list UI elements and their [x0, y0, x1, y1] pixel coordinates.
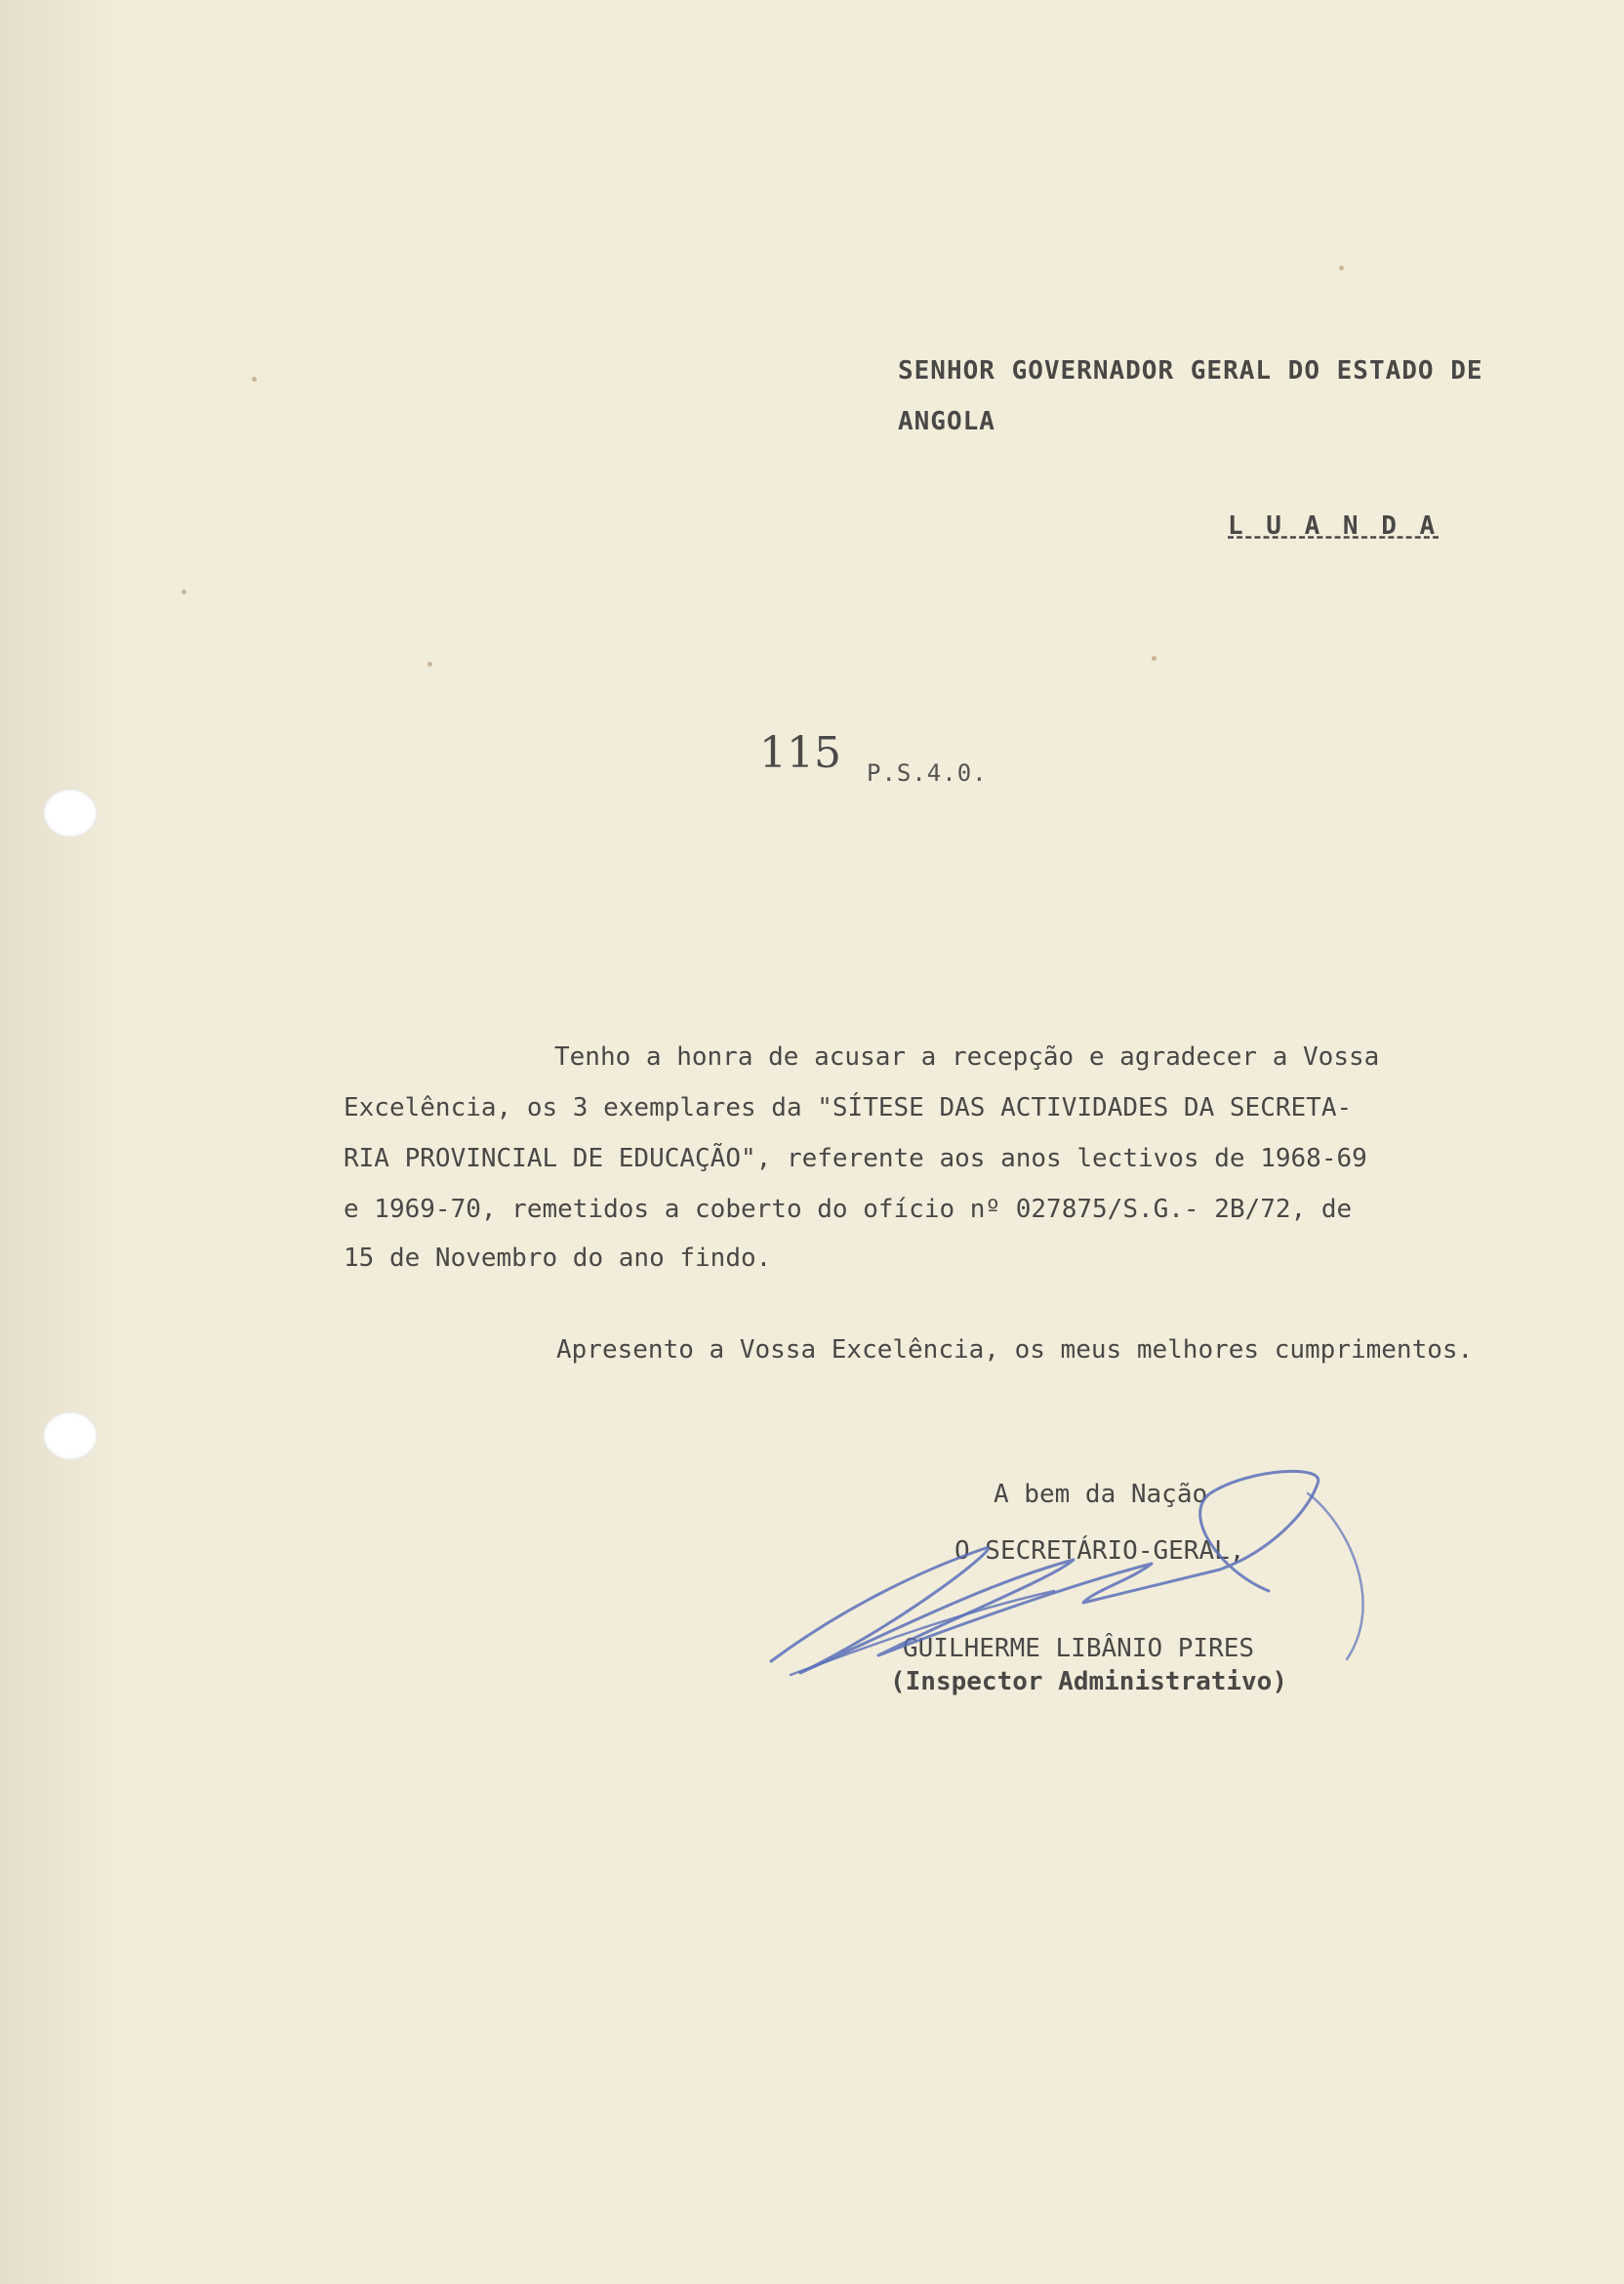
signatory-name: GUILHERME LIBÂNIO PIRES — [903, 1634, 1255, 1663]
addressee-block — [898, 346, 1542, 447]
punch-hole-bottom — [43, 1411, 98, 1460]
body-line-4: e 1969-70, remetidos a coberto do ofício nº 027875/S.G.- 2B/72, de — [344, 1195, 1353, 1224]
paper-speck — [1152, 656, 1157, 661]
paper-speck — [182, 590, 186, 594]
reference-code: P.S.4.0. — [867, 759, 988, 787]
body-line-5: 15 de Novembro do ano findo. — [344, 1244, 772, 1273]
body-line-3: RIA PROVINCIAL DE EDUCAÇÃO", referente aos anos lectivos de 1968-69 — [344, 1144, 1367, 1173]
reference-number: 115 — [759, 728, 841, 778]
paper-speck — [252, 377, 257, 382]
addressee-line-2: ANGOLA — [898, 407, 995, 436]
paper-speck — [1339, 265, 1344, 270]
signatory-title: (Inspector Administrativo) — [890, 1667, 1287, 1696]
closing-sentence: Apresento a Vossa Excelência, os meus melhores cumprimentos. — [556, 1335, 1474, 1365]
body-line-2: Excelência, os 3 exemplares da "SÍTESE DAS ACTIVIDADES DA SECRETA- — [344, 1093, 1353, 1122]
body-line-1: Tenho a honra de acusar a recepção e agradecer a Vossa — [554, 1042, 1380, 1072]
handwritten-signature-icon — [761, 1454, 1386, 1708]
city-heading: L U A N D A — [1228, 511, 1440, 541]
paper-speck — [427, 662, 432, 667]
addressee-line-1: SENHOR GOVERNADOR GERAL DO ESTADO DE — [898, 356, 1483, 386]
paper-edge-shade — [0, 0, 117, 2284]
signatory-role: O SECRETÁRIO-GERAL, — [954, 1536, 1245, 1566]
salutation: A bem da Nação — [994, 1480, 1208, 1509]
punch-hole-top — [43, 789, 98, 837]
